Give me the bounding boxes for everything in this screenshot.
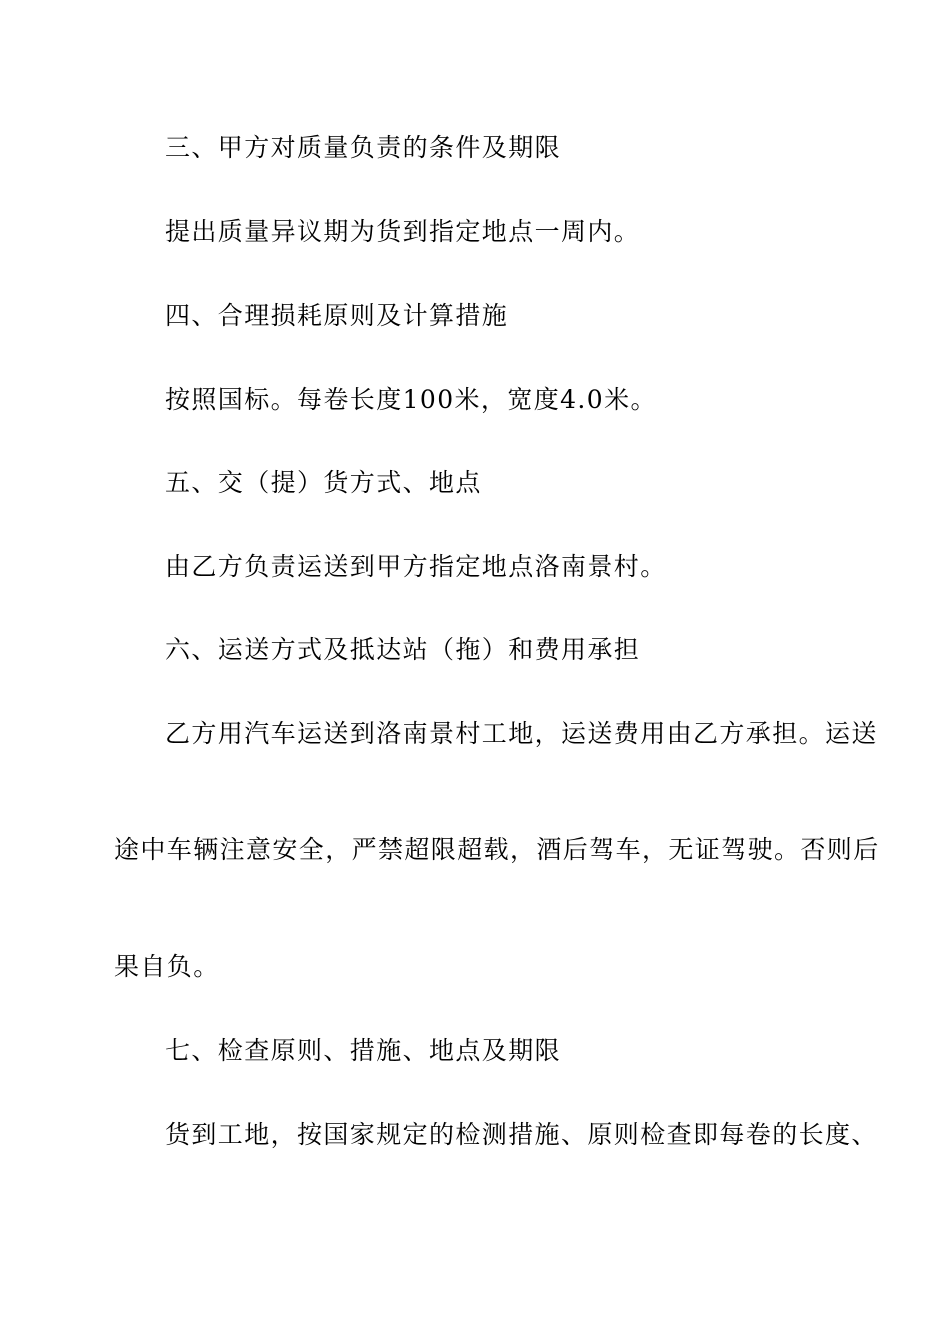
- paragraph-inspection-line-1: 货到工地，按国家规定的检测措施、原则检查即每卷的长度、: [165, 1120, 878, 1149]
- section-heading-7: 七、检查原则、措施、地点及期限: [165, 1036, 562, 1065]
- section-heading-6: 六、运送方式及抵达站（拖）和费用承担: [165, 635, 641, 664]
- paragraph-transport-line-2: 途中车辆注意安全，严禁超限超载，酒后驾车，无证驾驶。否则后: [114, 835, 880, 864]
- section-heading-4: 四、合理损耗原则及计算措施: [165, 301, 509, 330]
- paragraph-standard-dimensions: 按照国标。每卷长度100米，宽度4.0米。: [165, 385, 657, 414]
- section-heading-5: 五、交（提）货方式、地点: [165, 468, 482, 497]
- paragraph-quality-objection: 提出质量异议期为货到指定地点一周内。: [165, 217, 641, 246]
- paragraph-transport-line-1: 乙方用汽车运送到洛南景村工地，运送费用由乙方承担。运送: [165, 719, 878, 748]
- paragraph-delivery-location: 由乙方负责运送到甲方指定地点洛南景村。: [165, 552, 667, 581]
- paragraph-transport-line-3: 果自负。: [114, 952, 220, 981]
- section-heading-3: 三、甲方对质量负责的条件及期限: [165, 133, 562, 162]
